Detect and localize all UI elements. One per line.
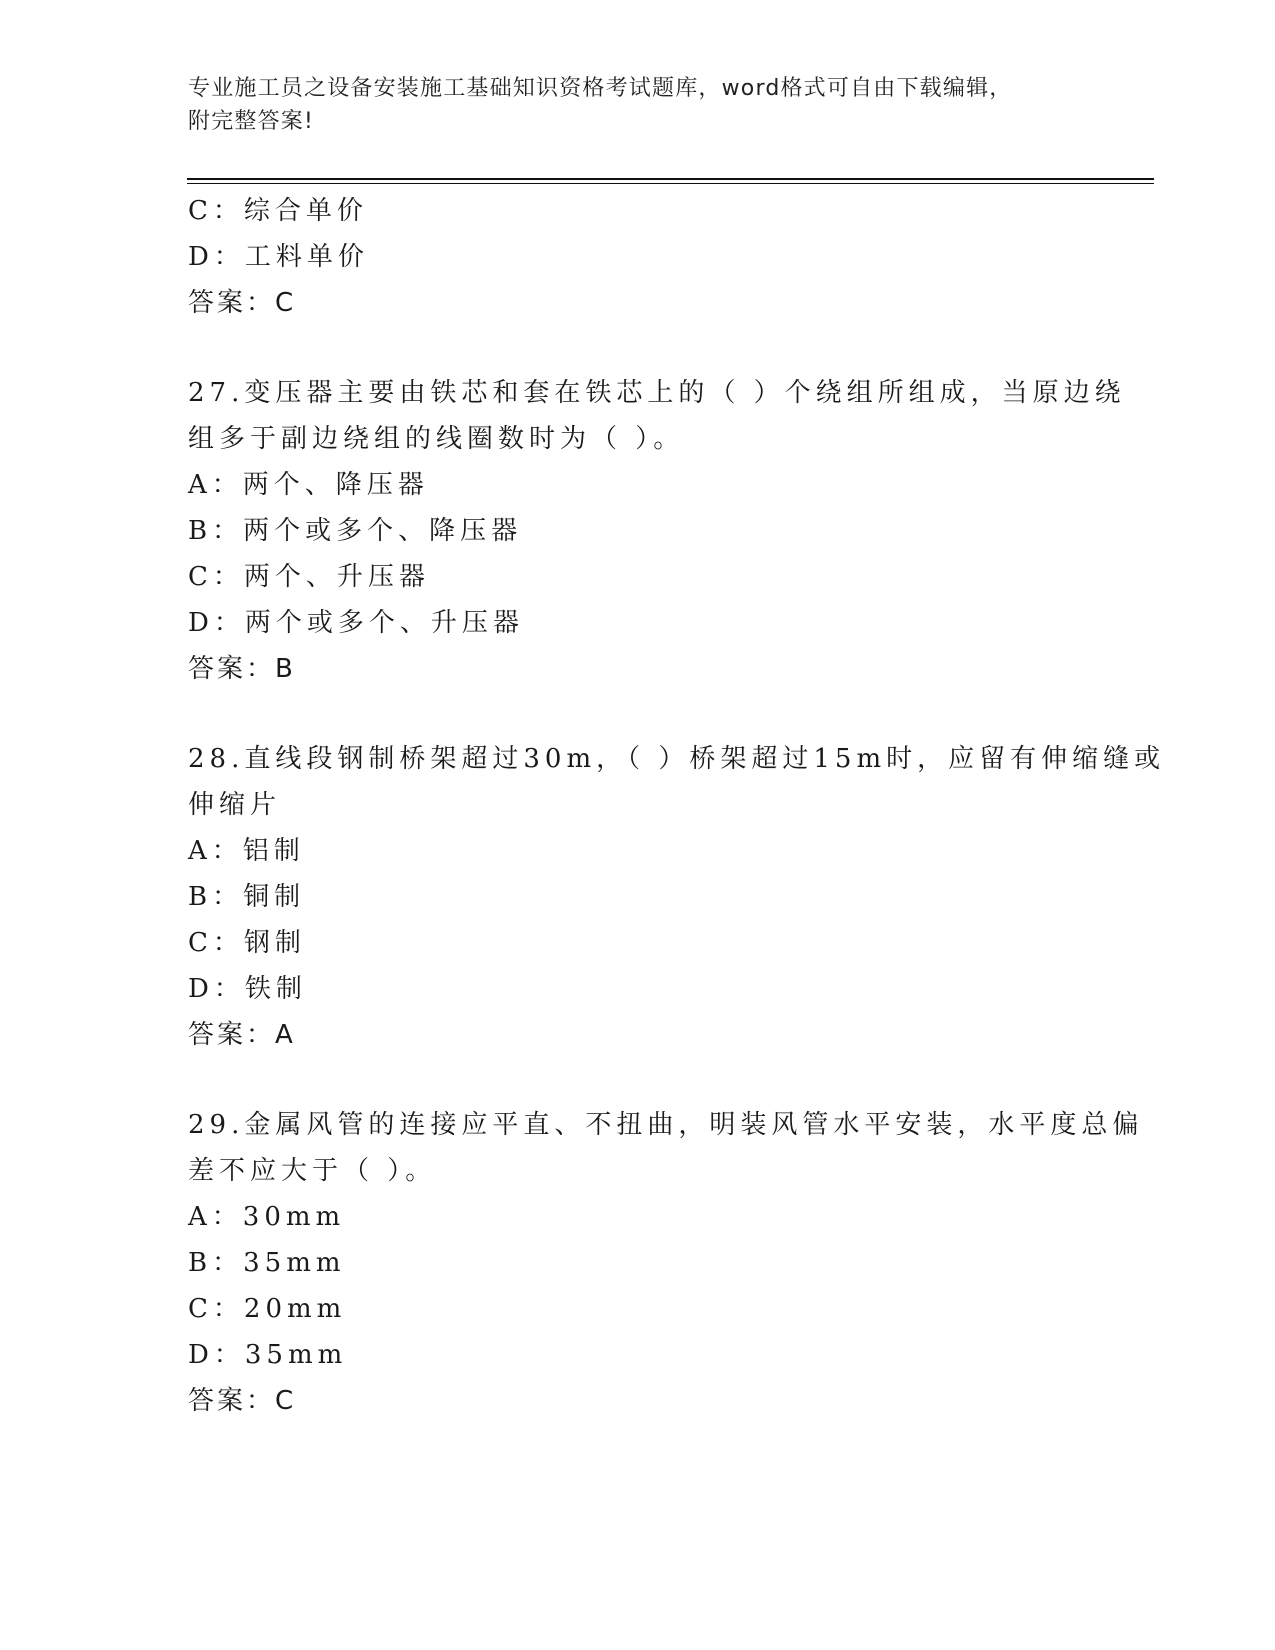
option-text: 综合单价 [243, 196, 368, 226]
option-d [188, 234, 1148, 280]
option-text: 30mm [242, 1202, 346, 1232]
option-label: B： [188, 516, 244, 546]
option-text: 两个或多个、升压器 [244, 608, 524, 638]
question-stem-line-2: 组多于副边绕组的线圈数时为（ ）。 [188, 424, 685, 454]
document-header [188, 72, 1088, 138]
question-stem-text: 直线段钢制桥架超过30m，（ ）桥架超过15m时，应留有伸缩缝或 [244, 744, 1166, 774]
option-d [188, 966, 1148, 1012]
option-label: B： [188, 1248, 244, 1278]
question-stem-line-1 [188, 370, 1148, 416]
header-line-2: 附完整答案! [188, 109, 315, 134]
option-text: 两个、升压器 [243, 562, 430, 592]
question-stem-line-1 [188, 736, 1166, 782]
option-b [188, 874, 1148, 920]
answer-line: 答案：B [188, 654, 296, 684]
option-label: C： [188, 928, 244, 958]
question-stem-line-1 [188, 1102, 1148, 1148]
question-stem-line-2: 差不应大于（ ）。 [188, 1156, 437, 1186]
option-a [188, 1194, 1148, 1240]
option-d [188, 1332, 1148, 1378]
option-text: 两个或多个、降压器 [243, 516, 523, 546]
option-label: A： [188, 836, 243, 866]
option-text: 35mm [243, 1248, 346, 1278]
option-text: 钢制 [243, 928, 306, 958]
option-a [188, 462, 1148, 508]
question-stem-text: 变压器主要由铁芯和套在铁芯上的（ ）个绕组所组成，当原边绕 [244, 378, 1126, 408]
option-label: D： [188, 1340, 245, 1370]
option-label: A： [188, 470, 243, 500]
header-line-1: 专业施工员之设备安装施工基础知识资格考试题库，word格式可自由下载编辑， [188, 76, 1013, 101]
option-label: D： [188, 974, 245, 1004]
option-text: 铜制 [243, 882, 306, 912]
option-b [188, 508, 1148, 554]
question-27 [188, 370, 1148, 692]
question-number: 28. [188, 744, 245, 774]
option-a [188, 828, 1148, 874]
answer-line: 答案：C [188, 1386, 297, 1416]
option-label: C： [188, 196, 244, 226]
option-text: 35mm [244, 1340, 348, 1370]
question-stem-text: 金属风管的连接应平直、不扭曲，明装风管水平安装，水平度总偏 [244, 1110, 1144, 1140]
question-number: 27. [188, 378, 245, 408]
option-label: D： [188, 608, 245, 638]
option-label: C： [188, 1294, 244, 1324]
option-c [188, 1286, 1148, 1332]
answer-line: 答案：A [188, 1020, 296, 1050]
option-label: A： [188, 1202, 243, 1232]
option-c [188, 188, 1148, 234]
question-28 [188, 736, 1166, 1058]
option-text: 两个、降压器 [242, 470, 429, 500]
header-rule-thin [187, 183, 1154, 184]
option-d [188, 600, 1148, 646]
prev-question [188, 188, 1148, 326]
option-label: B： [188, 882, 244, 912]
option-c [188, 920, 1148, 966]
question-number: 29. [188, 1110, 245, 1140]
option-label: D： [188, 242, 245, 272]
option-label: C： [188, 562, 244, 592]
header-rule-thick [187, 178, 1154, 180]
option-c [188, 554, 1148, 600]
option-b [188, 1240, 1148, 1286]
option-text: 铝制 [242, 836, 305, 866]
option-text: 20mm [243, 1294, 347, 1324]
option-text: 工料单价 [244, 242, 369, 272]
question-29 [188, 1102, 1148, 1424]
question-list [188, 188, 1166, 1424]
answer-line: 答案：C [188, 288, 297, 318]
option-text: 铁制 [244, 974, 307, 1004]
question-stem-line-2: 伸缩片 [188, 790, 282, 820]
